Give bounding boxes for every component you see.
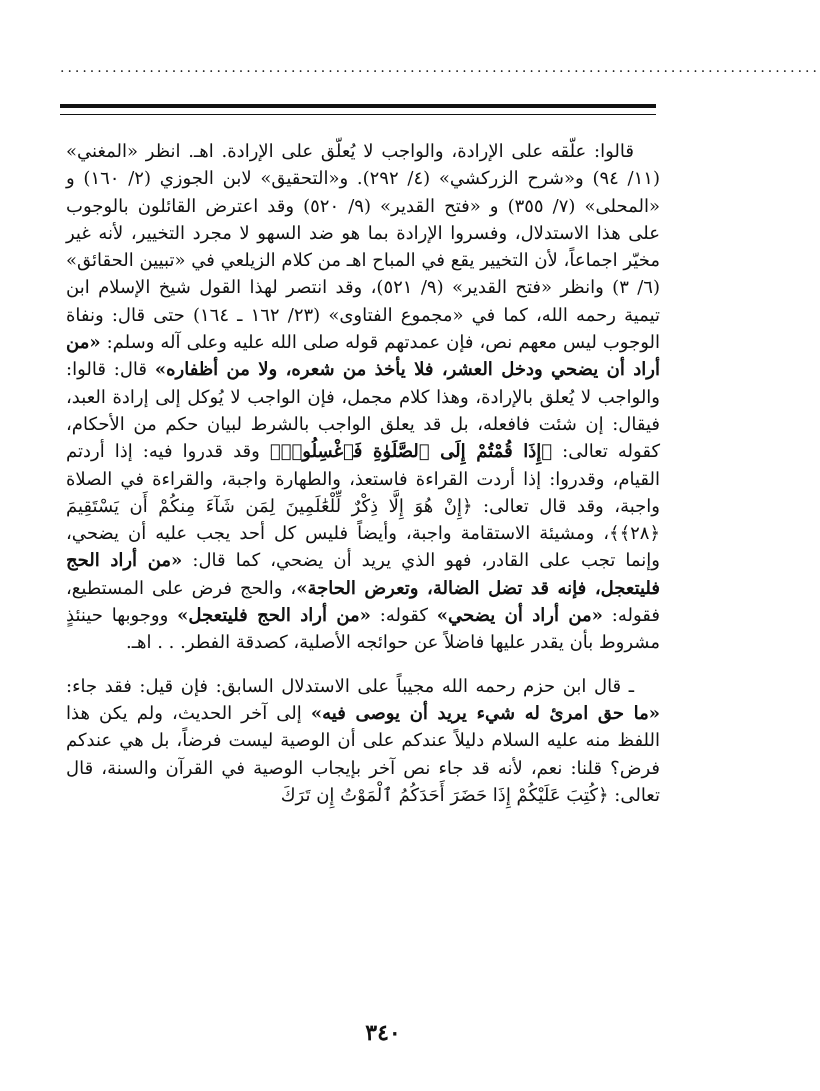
quran-verse: ﴿إِذَا قُمْتُمْ إِلَى ٱلصَّلَوٰةِ فَٱغْسِلُوا۟﴾ <box>269 441 553 463</box>
page-number: ٣٤٠ <box>365 1020 401 1046</box>
quran-verse: ﴿كُتِبَ عَلَيْكُمْ إِذَا حَضَرَ أَحَدَكُمُ ٱلْمَوْتُ إِن تَرَكَ <box>280 784 609 806</box>
hadith-quote: «من أراد الحج فليتعجل، فإنه قد تضل الضالة، وتعرض الحاجة» <box>66 550 660 599</box>
para1-seg: قالوا: علّقه على الإرادة، والواجب لا يُعلّق على الإرادة. اهـ. انظر «المغني» (١١/ ٩٤) و«شرح الزركشي» (٤/ ٢٩٢). و«التحقيق» لابن الجوزي (٢/ ١٦٠) و «المحلى» (٧/ ٣٥٥) و «فتح القدير» (٩/ ٥٢٠) وقد اعترض القائلون بالوجوب على هذا الاستدلال، وفسروا الإرادة بما هو ضد السهو لا مجرد التخيير، لأنه غير مخيّر اجماعاً، لأن التخيير يقع في المباح اهـ من كلام الزيلعي في «تبيين الحقائق» (٦/ ٣) وانظر «فتح القدير» (٩/ ٥٢١)، وقد انتصر لهذا القول شيخ الإسلام ابن تيمية رحمه الله، كما في «مجموع الفتاوى» (٢٣/ ١٦٢ ـ ١٦٤) حتى قال: ونفاة الوجوب ليس معهم نص، فإن عمدتهم قوله صلى الله عليه وعلى آله وسلم: <box>66 141 661 354</box>
quran-verse: ﴿إِنْ هُوَ إِلَّا ذِكْرٌ لِّلْعَٰلَمِينَ لِمَن شَآءَ مِنكُمْ أَن يَسْتَقِيمَ ﴿٢٨﴾﴾ <box>66 495 660 545</box>
para1-seg: ، والحج فرض على المستطيع، فقوله: <box>66 577 660 627</box>
para1-seg: ووجوبها حينئذٍ مشروط بأن يقدر عليها فاضلاً عن حوائجه الأصلية، كصدقة الفطر. . . اهـ. <box>66 605 660 654</box>
hadith-quote: «من أراد أن يضحي» <box>436 605 603 627</box>
para2-seg: ـ قال ابن حزم رحمه الله مجيباً على الاستدلال السابق: فإن قيل: فقد جاء: <box>66 675 634 697</box>
paragraph-1 <box>66 138 660 657</box>
header-rule-thick <box>60 104 656 108</box>
body-text <box>66 138 660 809</box>
para1-seg: كقوله: <box>370 605 437 627</box>
para1-seg: ، ومشيئة الاستقامة واجبة، وأيضاً فليس كل أحد يجب عليه أن يضحي، وإنما تجب على القادر، فهو الذي يريد أن يضحي، كما قال: <box>66 523 661 572</box>
hadith-quote: «من أراد الحج فليتعجل» <box>177 605 371 627</box>
header-rule-thin <box>60 114 656 115</box>
para1-seg: وقد قدروا فيه: إذا أردتم القيام، وقدروا: إذا أردت القراءة فاستعذ، والطهارة واجبة، والقراءة في الصلاة واجبة، وقد قال تعالى: <box>66 441 660 517</box>
hadith-quote: «ما حق امرئ له شيء يريد أن يوصى فيه» <box>310 702 660 724</box>
paragraph-gap <box>66 657 660 673</box>
para1-seg: قال: قالوا: والواجب لا يُعلق بالإرادة، وهذا كلام مجمل، فإن الواجب لا يُوكل إلى إرادة العبد، فيقال: إن شئت فافعله، بل قد يعلق الواجب بالشرط لبيان حكم من الأحكام، كقوله تعالى: <box>66 359 661 463</box>
paragraph-2 <box>66 673 660 809</box>
para2-seg: إلى آخر الحديث، ولم يكن هذا اللفظ منه عليه السلام دليلاً عندكم على أن الوصية ليست فرضاً، بل هي عندكم فرض؟ قلنا: نعم، لأنه قد جاء نص آخر بإيجاب الوصية في القرآن والسنة، قال تعالى: <box>66 702 660 806</box>
hadith-quote: «من أراد أن يضحي ودخل العشر، فلا يأخذ من شعره، ولا من أظفاره» <box>66 332 660 381</box>
header-dotted-line: ...................................................................................................... <box>60 60 820 76</box>
